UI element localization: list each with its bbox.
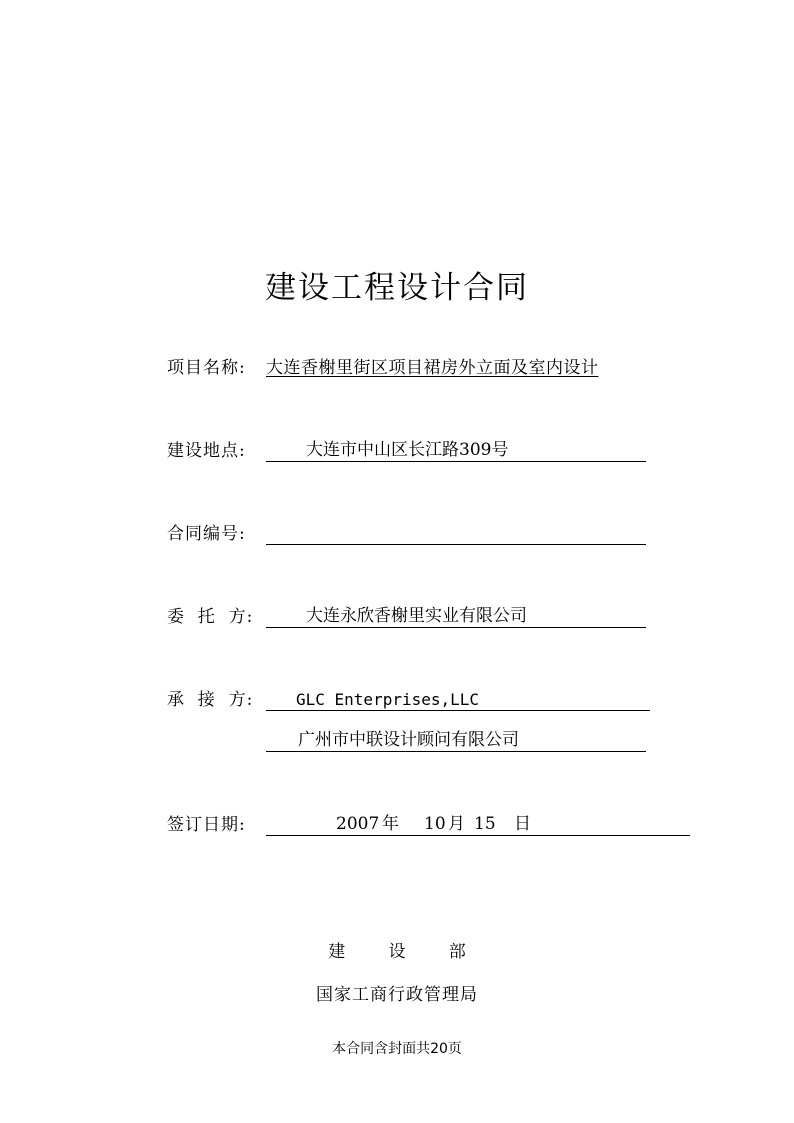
client-value: 大连永欣香榭里实业有限公司 <box>306 606 527 626</box>
contractor-field-line1 <box>266 689 650 711</box>
sign-date-label: 签订日期: <box>167 815 246 835</box>
contract-number-label: 合同编号: <box>167 524 246 544</box>
location-label: 建设地点: <box>167 441 246 461</box>
location-field <box>266 440 646 462</box>
page-count-note: 本合同含封面共20页 <box>332 1041 462 1057</box>
sign-date-field <box>266 814 690 836</box>
sign-date-day-unit: 日 <box>514 814 531 834</box>
sign-date-month: 10 <box>424 814 446 834</box>
client-label: 委 托 方: <box>167 607 254 627</box>
contractor-field-line2 <box>266 730 646 752</box>
sign-date-year: 2007 <box>336 814 380 834</box>
document-title: 建设工程设计合同 <box>265 270 529 306</box>
project-name-label: 项目名称: <box>167 358 246 378</box>
location-value: 大连市中山区长江路309号 <box>306 440 509 460</box>
authority-line-2: 国家工商行政管理局 <box>316 985 478 1005</box>
contractor-value-line2: 广州市中联设计顾问有限公司 <box>298 730 519 750</box>
contractor-value-line1: GLC Enterprises,LLC <box>296 690 480 709</box>
authority-line-1: 建 设 部 <box>328 942 466 962</box>
project-name-value: 大连香榭里街区项目裙房外立面及室内设计 <box>266 358 599 378</box>
sign-date-day: 15 <box>474 814 496 834</box>
client-field <box>266 606 646 628</box>
contractor-label: 承 接 方: <box>167 690 254 710</box>
contract-number-field <box>266 523 646 545</box>
sign-date-month-unit: 月 <box>448 814 465 834</box>
sign-date-year-unit: 年 <box>382 814 399 834</box>
